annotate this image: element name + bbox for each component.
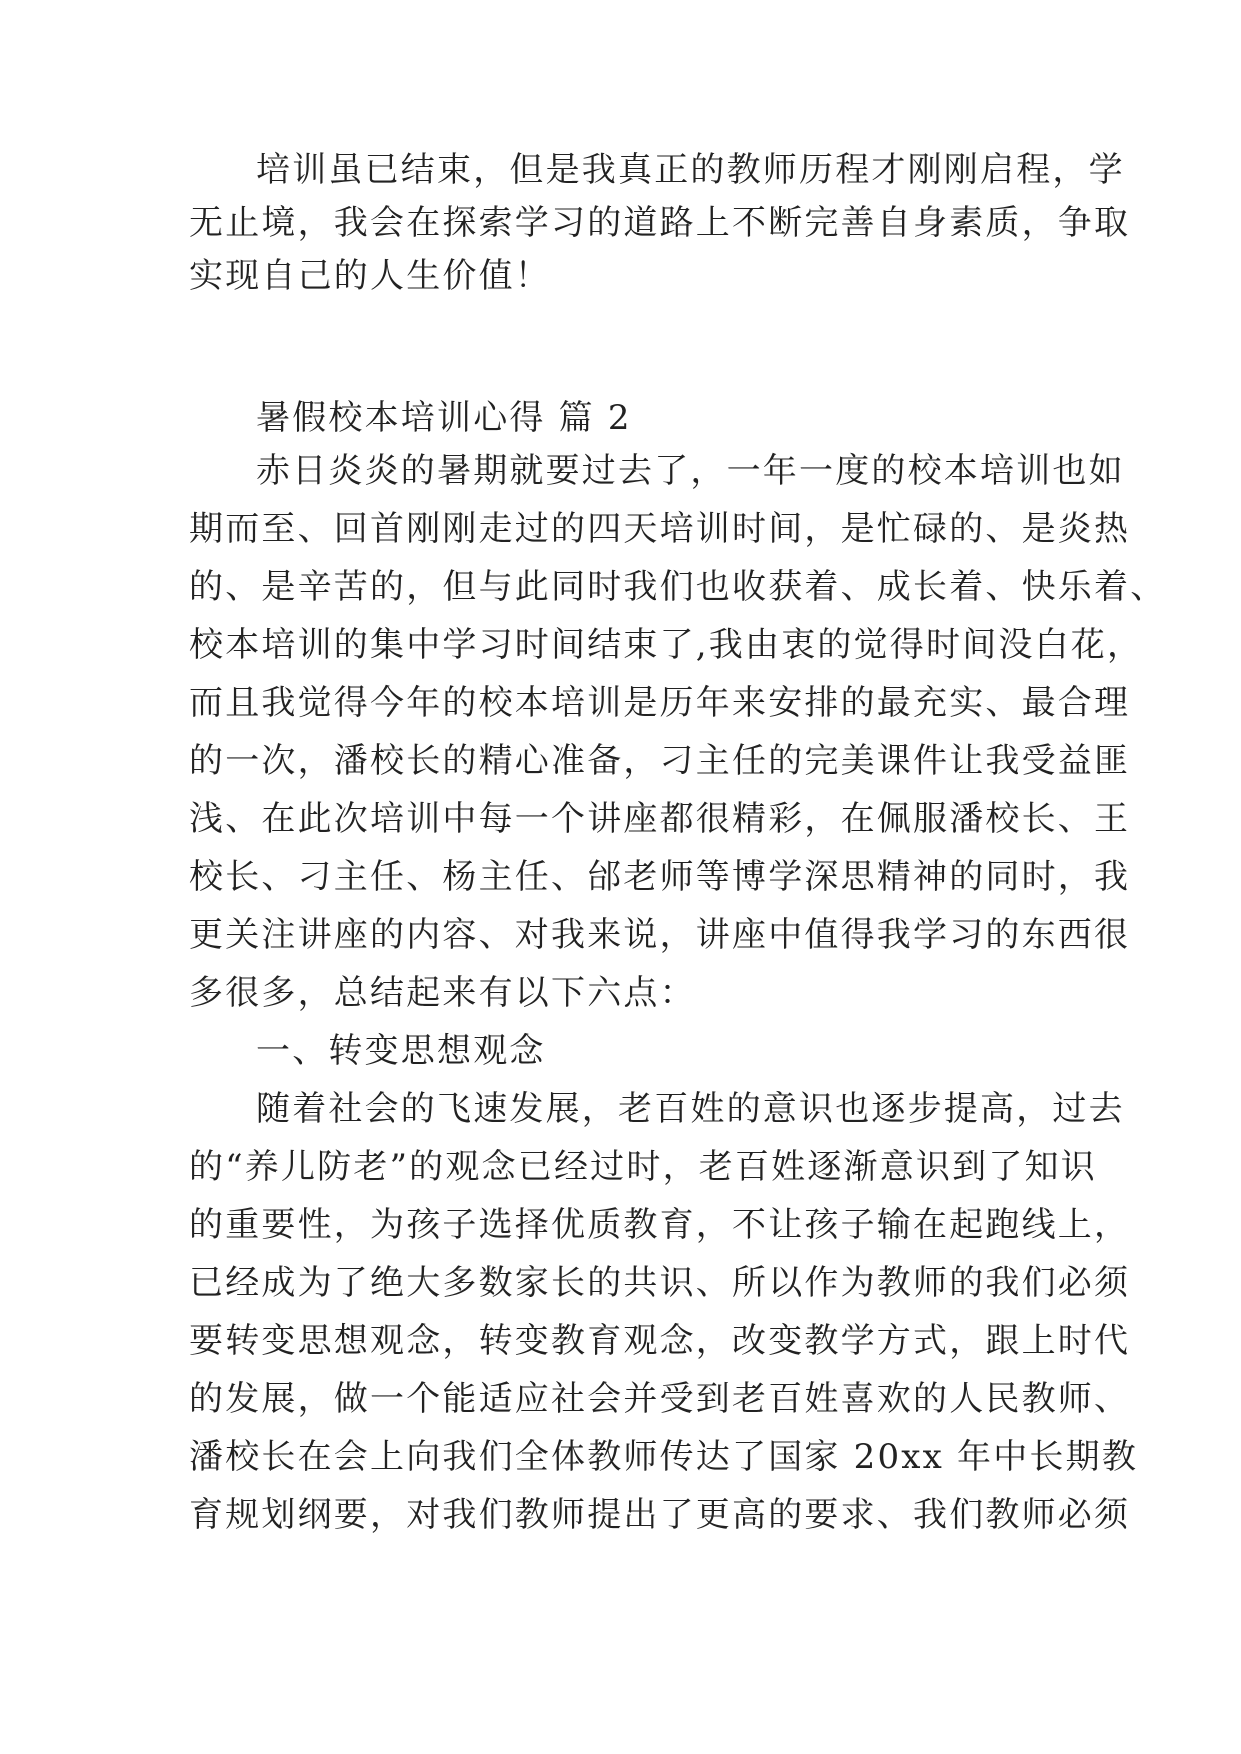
paragraph-line: 育规划纲要，对我们教师提出了更高的要求、我们教师必须	[189, 1495, 1131, 1535]
section-heading: 暑假校本培训心得 篇 2	[256, 398, 632, 438]
paragraph-line: 校本培训的集中学习时间结束了,我由衷的觉得时间没白花，	[189, 625, 1144, 665]
paragraph-line: 已经成为了绝大多数家长的共识、所以作为教师的我们必须	[189, 1263, 1131, 1303]
paragraph-line: 培训虽已结束，但是我真正的教师历程才刚刚启程，学	[256, 150, 1125, 190]
paragraph-line: 的发展，做一个能适应社会并受到老百姓喜欢的人民教师、	[189, 1379, 1131, 1419]
paragraph-line: 无止境，我会在探索学习的道路上不断完善自身素质，争取	[189, 203, 1131, 243]
section-subheading: 一、转变思想观念	[256, 1031, 546, 1071]
paragraph-line: 多很多，总结起来有以下六点：	[189, 973, 696, 1013]
paragraph-line: 的、是辛苦的，但与此同时我们也收获着、成长着、快乐着、	[189, 567, 1167, 607]
paragraph-line: 期而至、回首刚刚走过的四天培训时间，是忙碌的、是炎热	[189, 509, 1131, 549]
paragraph-line: 实现自己的人生价值！	[189, 256, 551, 296]
paragraph-line: 而且我觉得今年的校本培训是历年来安排的最充实、最合理	[189, 683, 1131, 723]
paragraph-line: 浅、在此次培训中每一个讲座都很精彩，在佩服潘校长、王	[189, 799, 1131, 839]
paragraph-line: 潘校长在会上向我们全体教师传达了国家 20xx 年中长期教	[189, 1437, 1139, 1477]
paragraph-line: 赤日炎炎的暑期就要过去了，一年一度的校本培训也如	[256, 451, 1125, 491]
paragraph-line: 随着社会的飞速发展，老百姓的意识也逐步提高，过去	[256, 1089, 1125, 1129]
paragraph-line: 要转变思想观念，转变教育观念，改变教学方式，跟上时代	[189, 1321, 1131, 1361]
paragraph-line: 校长、刁主任、杨主任、邰老师等博学深思精神的同时，我	[189, 857, 1131, 897]
paragraph-line: 的一次，潘校长的精心准备，刁主任的完美课件让我受益匪	[189, 741, 1131, 781]
paragraph-line: 的重要性，为孩子选择优质教育，不让孩子输在起跑线上，	[189, 1205, 1131, 1245]
paragraph-line: 更关注讲座的内容、对我来说，讲座中值得我学习的东西很	[189, 915, 1131, 955]
paragraph-line: 的“养儿防老”的观念已经过时，老百姓逐渐意识到了知识	[189, 1147, 1097, 1187]
